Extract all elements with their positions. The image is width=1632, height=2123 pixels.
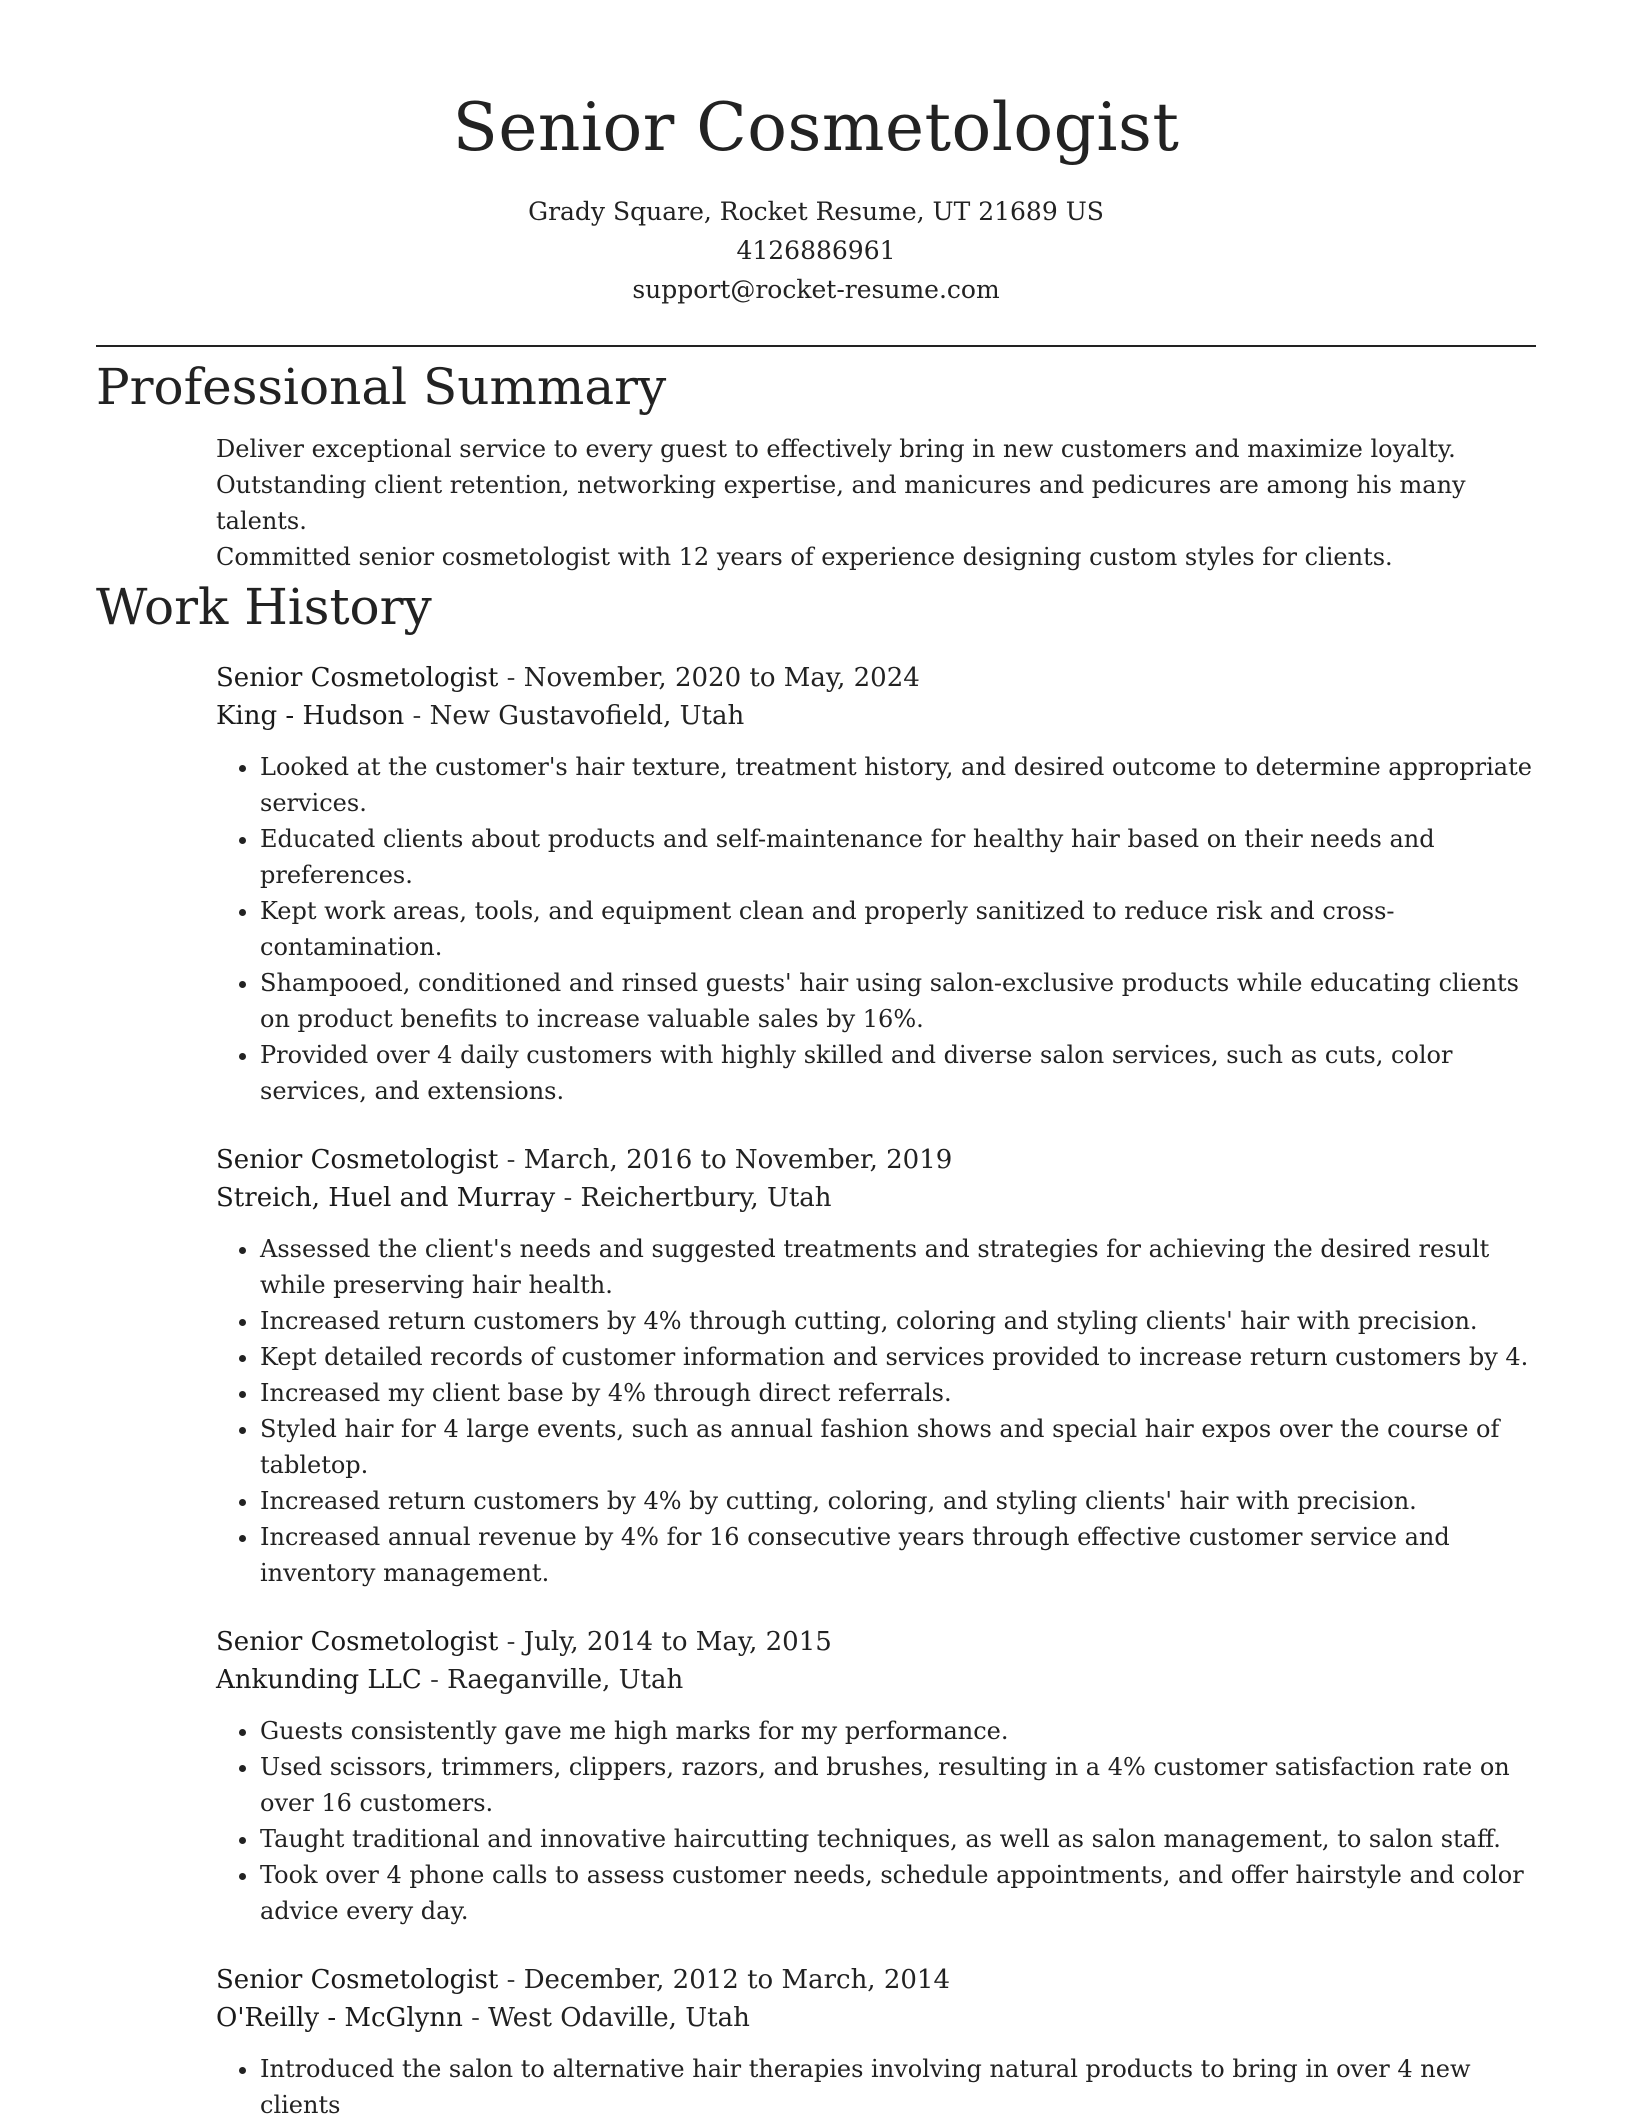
job-title: Senior Cosmetologist: [216, 1965, 499, 1995]
employer-name: O'Reilly - McGlynn: [216, 2003, 463, 2033]
employer-line: O'Reilly - McGlynn - West Odaville, Utah: [216, 2003, 750, 2033]
summary-line: Outstanding client retention, networking expertise, and manicures and pedicures are among his many talents.: [216, 471, 1466, 535]
job-title-line: Senior Cosmetologist - November, 2020 to May, 2024: [216, 663, 920, 693]
employer-name: Ankunding LLC: [216, 1665, 422, 1695]
job-location: Raeganville, Utah: [447, 1665, 684, 1695]
resume-title: Senior Cosmetologist: [452, 89, 1180, 166]
job-title-line: Senior Cosmetologist - December, 2012 to March, 2014: [216, 1965, 951, 1995]
contact-phone: 4126886961: [736, 236, 896, 265]
contact-address: Grady Square, Rocket Resume, UT 21689 US: [528, 197, 1104, 226]
job-bullets: [216, 2051, 1536, 2123]
list-item: • Shampooed, conditioned and rinsed guests' hair using salon-exclusive products while educating clients on product benefits to increase valuable sales by 16%.: [260, 965, 1536, 1037]
list-item: • Increased return customers by 4% through cutting, coloring and styling clients' hair with precision.: [260, 1303, 1536, 1339]
job-title: Senior Cosmetologist: [216, 1145, 499, 1175]
job-entry: [216, 1961, 1536, 2123]
job-location: West Odaville, Utah: [488, 2003, 750, 2033]
contact-email: support@rocket-resume.com: [632, 275, 1000, 304]
list-item: • Kept work areas, tools, and equipment clean and properly sanitized to reduce risk and cross-contamination.: [260, 893, 1536, 965]
list-item: • Assessed the client's needs and suggested treatments and strategies for achieving the desired result while preserving hair health.: [260, 1231, 1536, 1303]
list-item: • Provided over 4 daily customers with highly skilled and diverse salon services, such as cuts, color services, and extensions.: [260, 1037, 1536, 1109]
resume-header: [96, 0, 1536, 309]
list-item: • Guests consistently gave me high marks for my performance.: [260, 1713, 1536, 1749]
job-title: Senior Cosmetologist: [216, 1627, 499, 1657]
list-item: • Looked at the customer's hair texture, treatment history, and desired outcome to determine appropriate services.: [260, 749, 1536, 821]
employer-line: Ankunding LLC - Raeganville, Utah: [216, 1665, 684, 1695]
job-title-line: Senior Cosmetologist - March, 2016 to November, 2019: [216, 1145, 953, 1175]
list-item: • Styled hair for 4 large events, such as annual fashion shows and special hair expos over the course of tabletop.: [260, 1411, 1536, 1483]
summary-line: Deliver exceptional service to every guest to effectively bring in new customers and maximize loyalty.: [216, 435, 1456, 463]
work-history-heading: Work History: [96, 578, 432, 636]
job-dates: December, 2012 to March, 2014: [523, 1965, 951, 1995]
employer-name: Streich, Huel and Murray: [216, 1183, 556, 1213]
summary-line: Committed senior cosmetologist with 12 years of experience designing custom styles for clients.: [216, 543, 1393, 571]
job-dates: November, 2020 to May, 2024: [523, 663, 920, 693]
job-entry: [216, 1141, 1536, 1591]
employer-name: King - Hudson: [216, 701, 405, 731]
job-bullets: [216, 1713, 1536, 1929]
contact-block: [96, 192, 1536, 309]
list-item: • Kept detailed records of customer information and services provided to increase return customers by 4.: [260, 1339, 1536, 1375]
list-item: • Educated clients about products and self-maintenance for healthy hair based on their needs and preferences.: [260, 821, 1536, 893]
summary-text: [216, 431, 1536, 575]
job-bullets: [216, 1231, 1536, 1591]
list-item: • Taught traditional and innovative haircutting techniques, as well as salon management, to salon staff.: [260, 1821, 1536, 1857]
job-location: New Gustavofield, Utah: [429, 701, 745, 731]
job-location: Reichertbury, Utah: [580, 1183, 832, 1213]
summary-heading: Professional Summary: [96, 358, 667, 416]
job-title: Senior Cosmetologist: [216, 663, 499, 693]
job-entry: [216, 1623, 1536, 1929]
list-item: • Increased annual revenue by 4% for 16 consecutive years through effective customer service and inventory management.: [260, 1519, 1536, 1591]
list-item: • Increased my client base by 4% through direct referrals.: [260, 1375, 1536, 1411]
job-title-line: Senior Cosmetologist - July, 2014 to May, 2015: [216, 1627, 832, 1657]
list-item: • Used scissors, trimmers, clippers, razors, and brushes, resulting in a 4% customer satisfaction rate on over 16 customers.: [260, 1749, 1536, 1821]
list-item: • Took over 4 phone calls to assess customer needs, schedule appointments, and offer hairstyle and color advice every day.: [260, 1857, 1536, 1929]
list-item: • Introduced the salon to alternative hair therapies involving natural products to bring in over 4 new clients: [260, 2051, 1536, 2123]
list-item: • Increased return customers by 4% by cutting, coloring, and styling clients' hair with precision.: [260, 1483, 1536, 1519]
job-entry: [216, 659, 1536, 1109]
employer-line: King - Hudson - New Gustavofield, Utah: [216, 701, 745, 731]
job-bullets: [216, 749, 1536, 1109]
resume-page: [96, 0, 1536, 2123]
job-dates: March, 2016 to November, 2019: [523, 1145, 953, 1175]
employer-line: Streich, Huel and Murray - Reichertbury, Utah: [216, 1183, 832, 1213]
job-dates: July, 2014 to May, 2015: [523, 1627, 832, 1657]
header-divider: [96, 345, 1536, 347]
